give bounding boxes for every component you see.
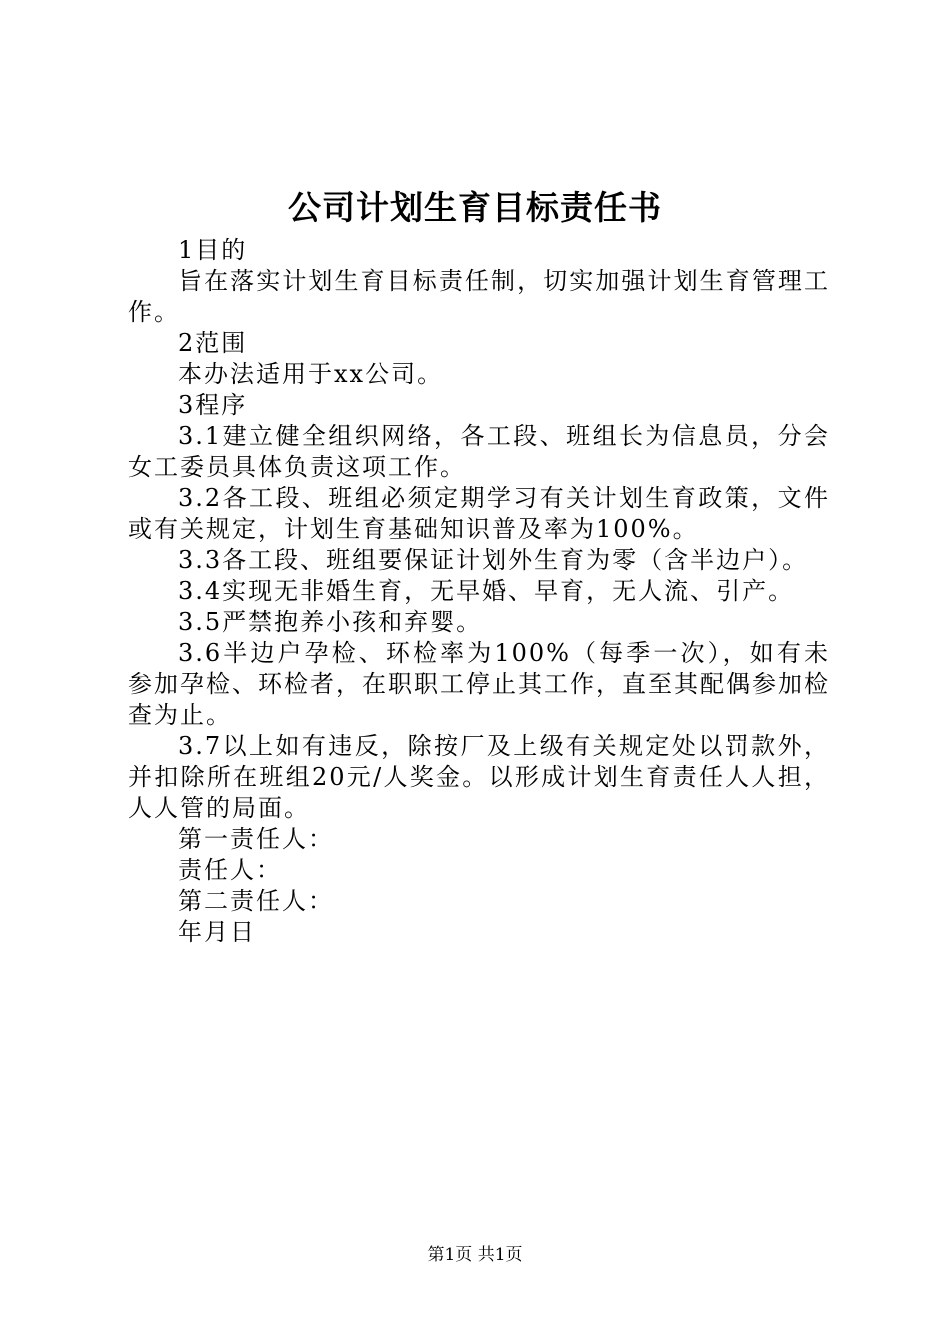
procedure-item-3-6: 3.6半边户孕检、环检率为100%（每季一次），如有未参加孕检、环检者，在职职工停止其工作，直至其配偶参加检查为止。	[128, 639, 830, 729]
procedure-item-3-1: 3.1建立健全组织网络，各工段、班组长为信息员，分会女工委员具体负责这项工作。	[128, 422, 830, 481]
procedure-item-3-7: 3.7以上如有违反，除按厂及上级有关规定处以罚款外，并扣除所在班组20元/人奖金。以形成计划生育责任人人担，人人管的局面。	[128, 732, 830, 822]
purpose-text: 旨在落实计划生育目标责任制，切实加强计划生育管理工作。	[128, 267, 830, 326]
page-title: 公司计划生育目标责任书	[288, 188, 662, 227]
signature-first-responsible: 第一责任人：	[178, 825, 334, 853]
signature-responsible: 责任人：	[178, 856, 282, 884]
procedure-item-3-4: 3.4实现无非婚生育，无早婚、早育，无人流、引产。	[178, 577, 795, 605]
procedure-item-3-2: 3.2各工段、班组必须定期学习有关计划生育政策，文件或有关规定，计划生育基础知识普及率为100%。	[128, 484, 830, 543]
section-heading-purpose: 1目的	[178, 236, 248, 264]
scope-text: 本办法适用于xx公司。	[178, 360, 444, 388]
document-body	[128, 235, 830, 948]
signature-second-responsible: 第二责任人：	[178, 887, 334, 915]
procedure-item-3-5: 3.5严禁抱养小孩和弃婴。	[178, 608, 483, 636]
procedure-item-3-3: 3.3各工段、班组要保证计划外生育为零（含半边户）。	[178, 546, 809, 574]
page-footer: 第1页 共1页	[427, 1245, 523, 1265]
section-heading-scope: 2范围	[178, 329, 248, 357]
signature-date: 年月日	[178, 918, 256, 946]
section-heading-procedure: 3程序	[178, 391, 248, 419]
